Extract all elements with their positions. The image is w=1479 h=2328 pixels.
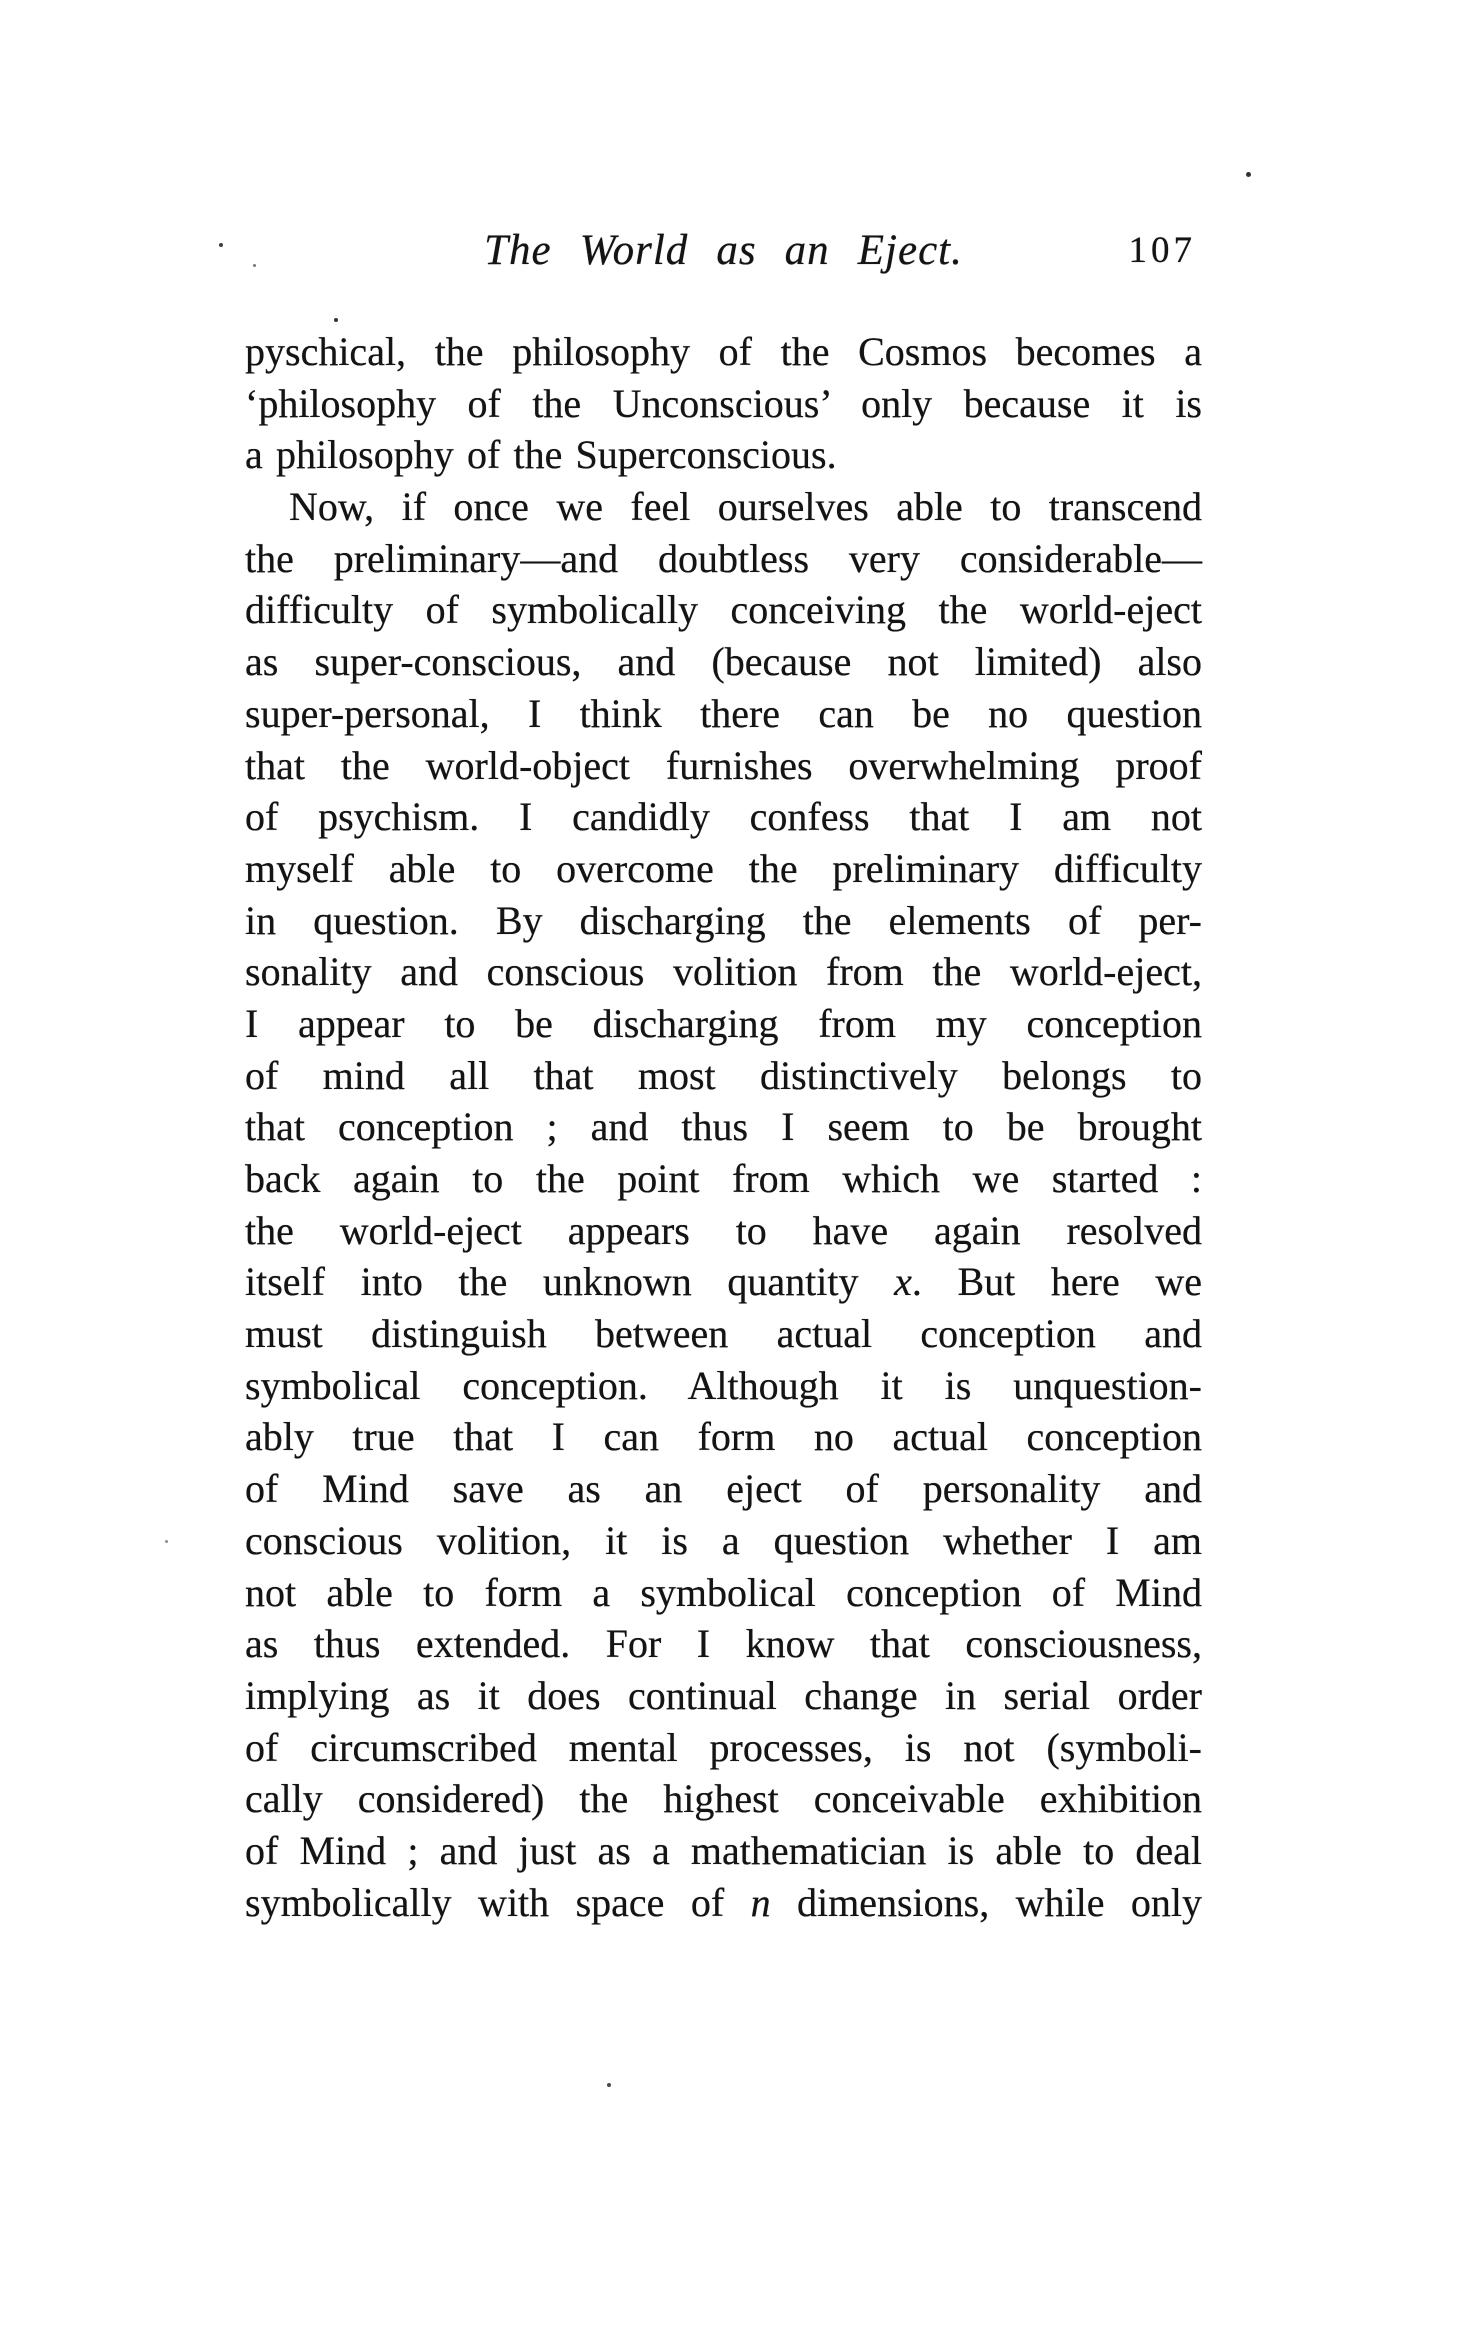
text-run: of Mind save as an eject of personality and bbox=[245, 1466, 1202, 1512]
scan-speck bbox=[219, 243, 223, 247]
text-run: of Mind ; and just as a mathematician is able to deal bbox=[245, 1827, 1202, 1873]
text-run: cally considered) the highest conceivable exhibition bbox=[245, 1776, 1202, 1822]
text-run: itself into the unknown quantity bbox=[245, 1259, 895, 1305]
text-run: as super-conscious, and (because not limited) also bbox=[245, 639, 1202, 685]
text-run: back again to the point from which we started : bbox=[245, 1156, 1202, 1201]
text-line bbox=[245, 1773, 1202, 1825]
text-line bbox=[245, 1670, 1202, 1722]
text-line bbox=[245, 1360, 1202, 1412]
text-run: dimensions, while only bbox=[770, 1879, 1203, 1925]
text-run: a philosophy of the Superconscious. bbox=[245, 432, 837, 478]
text-run: difficulty of symbolically conceiving the world-eject bbox=[245, 587, 1202, 633]
text-run: implying as it does continual change in serial order bbox=[245, 1672, 1202, 1718]
text-line bbox=[245, 1618, 1202, 1670]
text-line bbox=[245, 1877, 1202, 1929]
text-line bbox=[245, 1205, 1202, 1257]
text-run: ‘philosophy of the Unconscious’ only because it is bbox=[245, 380, 1202, 426]
scan-speck bbox=[607, 2083, 611, 2087]
text-line bbox=[245, 1567, 1202, 1619]
scan-speck bbox=[165, 1540, 168, 1543]
text-run: symbolically with space of bbox=[245, 1879, 751, 1925]
text-line bbox=[245, 1825, 1202, 1877]
text-line bbox=[245, 533, 1202, 585]
text-run: pyschical, the philosophy of the Cosmos becomes a bbox=[245, 329, 1202, 374]
text-line bbox=[245, 1411, 1202, 1463]
text-line bbox=[245, 1050, 1202, 1102]
paragraph bbox=[245, 326, 1202, 481]
italic-variable: x bbox=[894, 1259, 912, 1305]
text-line bbox=[245, 740, 1202, 792]
text-run: that the world-object furnishes overwhelming proof bbox=[245, 742, 1202, 788]
text-run: the preliminary—and doubtless very considerable— bbox=[245, 535, 1202, 581]
text-line bbox=[245, 1515, 1202, 1567]
text-line bbox=[245, 688, 1202, 740]
text-run: as thus extended. For I know that consciousness, bbox=[245, 1621, 1202, 1667]
text-line bbox=[245, 791, 1202, 843]
text-line bbox=[245, 998, 1202, 1050]
italic-variable: n bbox=[750, 1879, 771, 1925]
text-run: myself able to overcome the preliminary difficulty bbox=[245, 845, 1202, 891]
text-run: of circumscribed mental processes, is not (symboli- bbox=[245, 1724, 1202, 1770]
text-run: Now, if once we feel ourselves able to transcend bbox=[289, 484, 1202, 530]
text-line bbox=[245, 1256, 1202, 1308]
text-run: . But here we bbox=[911, 1259, 1202, 1305]
text-run: super-personal, I think there can be no question bbox=[245, 690, 1202, 736]
text-run: conscious volition, it is a question whether I am bbox=[245, 1517, 1202, 1563]
text-line bbox=[245, 1153, 1202, 1205]
text-run: in question. By discharging the elements of per- bbox=[245, 897, 1202, 943]
running-header bbox=[245, 220, 1202, 282]
text-line bbox=[245, 1463, 1202, 1515]
text-line bbox=[245, 429, 1202, 481]
text-run: I appear to be discharging from my conception bbox=[245, 1000, 1202, 1046]
text-run: the world-eject appears to have again resolved bbox=[245, 1207, 1202, 1253]
text-line bbox=[245, 636, 1202, 688]
text-run: must distinguish between actual conception and bbox=[245, 1311, 1202, 1357]
text-run: not able to form a symbolical conception of Mind bbox=[245, 1569, 1202, 1615]
text-line bbox=[245, 378, 1202, 430]
text-run: of psychism. I candidly confess that I am not bbox=[245, 794, 1202, 840]
text-run: that conception ; and thus I seem to be brought bbox=[245, 1104, 1202, 1150]
text-line bbox=[245, 843, 1202, 895]
text-block bbox=[245, 326, 1202, 1928]
running-header-title: The World as an Eject. bbox=[484, 227, 963, 274]
text-line bbox=[245, 1722, 1202, 1774]
text-run: of mind all that most distinctively belongs to bbox=[245, 1052, 1202, 1098]
text-run: ably true that I can form no actual conception bbox=[245, 1414, 1202, 1460]
text-line bbox=[245, 1308, 1202, 1360]
text-line bbox=[245, 481, 1202, 533]
text-line bbox=[245, 946, 1202, 998]
text-line bbox=[245, 584, 1202, 636]
text-run: sonality and conscious volition from the world-eject, bbox=[245, 949, 1202, 995]
scan-speck bbox=[253, 264, 256, 267]
text-line bbox=[245, 326, 1202, 378]
page-number: 107 bbox=[1128, 230, 1196, 271]
scan-speck bbox=[334, 318, 338, 322]
paragraph bbox=[245, 481, 1202, 1928]
text-run: symbolical conception. Although it is unquestion- bbox=[245, 1362, 1202, 1408]
text-line bbox=[245, 895, 1202, 947]
scan-speck bbox=[1246, 172, 1251, 177]
text-line bbox=[245, 1101, 1202, 1153]
